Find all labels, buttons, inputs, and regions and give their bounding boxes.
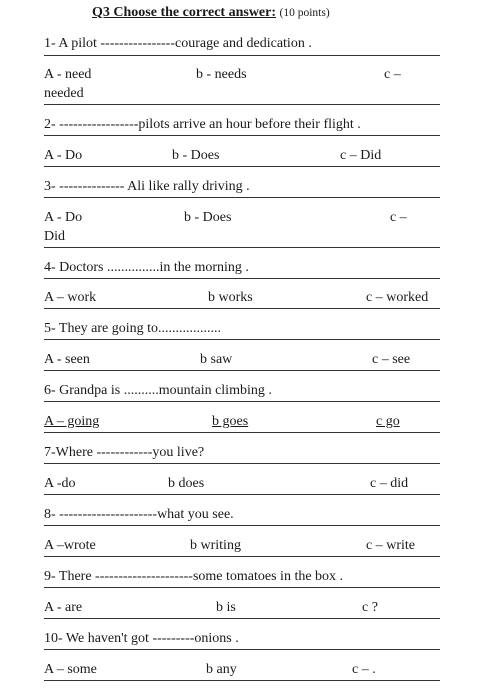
question-9-option-c: c ? <box>362 600 378 615</box>
question-3-answer-line <box>44 247 440 248</box>
question-5-option-c: c – see <box>372 352 411 367</box>
question-4-line <box>44 278 440 279</box>
question-1-option-c-wrap: needed <box>44 86 84 101</box>
question-5-line <box>44 339 440 340</box>
question-5-option-b: b saw <box>200 352 233 367</box>
question-6-line <box>44 401 440 402</box>
question-1-answer-line <box>44 104 440 105</box>
question-2-answer-line <box>44 166 440 167</box>
question-1-option-a: A - need <box>44 67 92 82</box>
question-9-option-a: A - are <box>44 600 83 615</box>
question-10-text: 10- We haven't got ---------onions . <box>44 631 239 646</box>
question-4-option-c: c – worked <box>366 290 429 305</box>
question-1-line <box>44 55 440 56</box>
question-6-option-a: A – going <box>44 414 100 429</box>
question-7-option-a: A -do <box>44 476 76 491</box>
question-4-option-b: b works <box>208 290 253 305</box>
question-4-answer-line <box>44 308 440 309</box>
question-2-option-b: b - Does <box>172 148 220 163</box>
question-5-answer-line <box>44 370 440 371</box>
question-7-text: 7-Where ------------you live? <box>44 445 205 460</box>
question-9-text: 9- There ---------------------some tomatoes in the box . <box>44 569 344 584</box>
question-7-answer-line <box>44 494 440 495</box>
question-9-option-b: b is <box>216 600 236 615</box>
question-2-text: 2- -----------------pilots arrive an hour before their flight . <box>44 117 361 132</box>
title-label: Q3 Choose the correct answer: <box>92 5 277 20</box>
question-1-option-b: b - needs <box>196 67 247 82</box>
question-10-option-b: b any <box>206 662 237 677</box>
question-2-option-a: A - Do <box>44 148 83 163</box>
question-5-text: 5- They are going to.................. <box>44 321 222 336</box>
question-8-line <box>44 525 440 526</box>
title-points: (10 points) <box>279 7 330 19</box>
question-6-answer-line <box>44 432 440 433</box>
question-3-option-a: A - Do <box>44 210 83 225</box>
question-2-line <box>44 135 440 136</box>
question-10-option-c: c – . <box>352 662 376 677</box>
question-4-option-a: A – work <box>44 290 97 305</box>
question-9-answer-line <box>44 618 440 619</box>
question-8-text: 8- ---------------------what you see. <box>44 507 234 522</box>
question-3-line <box>44 197 440 198</box>
question-6-text: 6- Grandpa is ..........mountain climbing . <box>44 383 272 398</box>
question-7-option-c: c – did <box>370 476 409 491</box>
question-4-text: 4- Doctors ...............in the morning . <box>44 260 249 275</box>
question-8-option-b: b writing <box>190 538 241 553</box>
question-3-text: 3- -------------- Ali like rally driving . <box>44 179 250 194</box>
question-2-option-c: c – Did <box>340 148 382 163</box>
question-1-option-c: c – <box>384 67 401 82</box>
question-6-option-b: b goes <box>212 414 249 429</box>
question-8-option-a: A –wrote <box>44 538 96 553</box>
question-3-option-c-wrap: Did <box>44 229 65 244</box>
question-10-answer-line <box>44 680 440 681</box>
question-3-option-b: b - Does <box>184 210 232 225</box>
question-5-option-a: A - seen <box>44 352 90 367</box>
question-8-option-c: c – write <box>366 538 415 553</box>
question-10-option-a: A – some <box>44 662 97 677</box>
question-9-line <box>44 587 440 588</box>
question-7-line <box>44 463 440 464</box>
question-10-line <box>44 649 440 650</box>
question-6-option-c: c go <box>376 414 400 429</box>
question-title <box>92 5 330 21</box>
question-1-text: 1- A pilot ----------------courage and dedication . <box>44 36 312 51</box>
question-3-option-c: c – <box>390 210 407 225</box>
question-8-answer-line <box>44 556 440 557</box>
question-7-option-b: b does <box>168 476 205 491</box>
